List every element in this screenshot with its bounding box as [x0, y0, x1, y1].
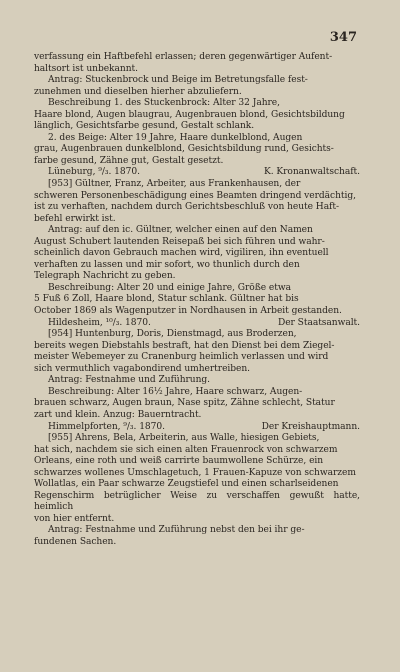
text-line: Orleans, eine roth und weiß carrirte baumwollene Schürze, ein [34, 456, 324, 467]
signature-authority: K. Kronanwaltschaft. [263, 167, 360, 178]
text-line: scheinlich davon Gebrauch machen wird, vigiliren, ihn eventuell [34, 248, 329, 259]
text-line: [954] Huntenburg, Doris, Dienstmagd, aus Broderzen, [48, 329, 297, 340]
text-line: Antrag: Stuckenbrock und Beige im Betretungsfalle fest- [48, 75, 308, 86]
signature-line [34, 318, 360, 330]
text-line: zart und klein. Anzug: Bauerntracht. [34, 409, 202, 420]
text-line: ist zu verhaften, nachdem durch Gerichtsbeschluß von heute Haft- [34, 202, 340, 213]
text-line: Wollatlas, ein Paar schwarze Zeugstiefel und einen scharlseidenen [34, 479, 339, 490]
signature-place-date: Lüneburg, ⁹/₃. 1870. [48, 167, 140, 178]
text-line: 2. des Beige: Alter 19 Jahre, Haare dunkelblond, Augen [48, 132, 303, 143]
text-line: schwarzes wollenes Umschlagetuch, 1 Frauen-Kapuze von schwarzem [34, 467, 356, 478]
text-line: [955] Ahrens, Bela, Arbeiterin, aus Walle, hiesigen Gebiets, [48, 433, 320, 444]
page-number: 347 [329, 30, 357, 45]
text-line: October 1869 als Wagenputzer in Nordhausen in Arbeit gestanden. [34, 306, 342, 317]
text-line: 5 Fuß 6 Zoll, Haare blond, Statur schlank. Gültner hat bis [34, 294, 299, 305]
text-line: länglich, Gesichtsfarbe gesund, Gestalt schlank. [34, 121, 255, 132]
text-line: zunehmen und dieselben hierher abzuliefern. [34, 86, 242, 97]
text-line: sich vermuthlich vagabondirend umhertreiben. [34, 363, 251, 374]
text-line: haltsort ist unbekannt. [34, 63, 138, 74]
text-line: Antrag: auf den ic. Gültner, welcher einen auf den Namen [48, 225, 313, 236]
signature-line [34, 167, 360, 179]
text-line: hat sich, nachdem sie sich einen alten Frauenrock von schwarzem [34, 444, 338, 455]
text-line: verhaften zu lassen und mir sofort, wo thunlich durch den [34, 259, 300, 270]
signature-authority: Der Staatsanwalt. [277, 317, 360, 328]
text-line: grau, Augenbrauen dunkelblond, Gesichtsbildung rund, Gesichts- [34, 144, 334, 155]
text-line: Telegraph Nachricht zu geben. [34, 271, 176, 282]
text-line: Haare blond, Augen blaugrau, Augenbrauen blond, Gesichtsbildung [34, 109, 345, 120]
signature-authority: Der Kreishauptmann. [261, 421, 360, 432]
signature-place-date: Hildesheim, ¹⁰/₃. 1870. [48, 317, 151, 328]
body-text [34, 52, 360, 549]
text-line: bereits wegen Diebstahls bestraft, hat den Dienst bei dem Ziegel- [34, 340, 335, 351]
text-line: von hier entfernt. [34, 513, 115, 524]
text-line: farbe gesund, Zähne gut, Gestalt gesetzt. [34, 155, 224, 166]
text-line: [953] Gültner, Franz, Arbeiter, aus Frankenhausen, der [48, 179, 301, 190]
text-line: brauen schwarz, Augen braun, Nase spitz, Zähne schlecht, Statur [34, 398, 335, 409]
text-line: Beschreibung: Alter 20 und einige Jahre, Größe etwa [48, 282, 291, 293]
text-line: schweren Personenbeschädigung eines Beamten dringend verdächtig, [34, 190, 356, 201]
text-line: Antrag: Festnahme und Zuführung. [48, 375, 211, 386]
signature-line [34, 422, 360, 434]
signature-place-date: Himmelpforten, ⁹/₃. 1870. [48, 421, 165, 432]
text-line: befehl erwirkt ist. [34, 213, 116, 224]
text-line: Beschreibung 1. des Stuckenbrock: Alter 32 Jahre, [48, 98, 280, 109]
text-line: Antrag: Festnahme und Zuführung nebst den bei ihr ge- [48, 525, 305, 536]
text-line: Beschreibung: Alter 16½ Jahre, Haare schwarz, Augen- [48, 386, 303, 397]
text-line: August Schubert lautenden Reisepaß bei sich führen und wahr- [34, 236, 325, 247]
text-line: verfassung ein Haftbefehl erlassen; deren gegenwärtiger Aufent- [34, 52, 333, 62]
text-line: Regenschirm betrüglicher Weise zu verschaffen gewußt hatte, heimlich [34, 490, 360, 513]
text-line: meister Webemeyer zu Cranenburg heimlich verlassen und wird [34, 352, 329, 363]
text-line: fundenen Sachen. [34, 536, 117, 547]
